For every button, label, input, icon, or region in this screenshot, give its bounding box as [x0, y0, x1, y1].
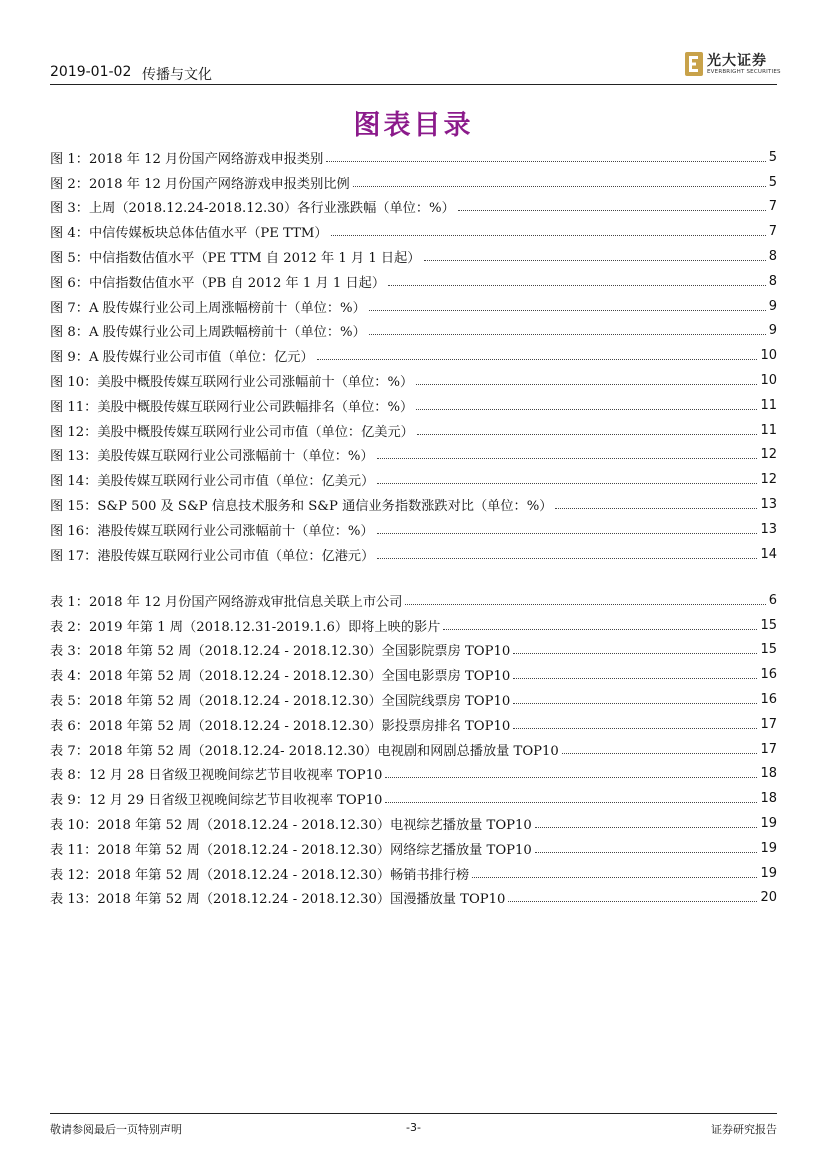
- figure-list: [50, 145, 777, 567]
- toc-entry[interactable]: [50, 542, 777, 567]
- toc-entry-page: 19: [760, 840, 777, 856]
- toc-entry-label: 表 8：12 月 28 日省级卫视晚间综艺节目收视率 TOP10: [50, 768, 383, 784]
- toc-entry-label: 表 11：2018 年第 52 周（2018.12.24 - 2018.12.30）网络综艺播放量 TOP10: [50, 842, 532, 858]
- toc-entry-label: 图 4：中信传媒板块总体估值水平（PE TTM）: [50, 226, 328, 242]
- toc-entry[interactable]: [50, 836, 777, 861]
- toc-entry[interactable]: [50, 517, 777, 542]
- toc-entry-page: 15: [760, 642, 777, 658]
- toc-entry-label: 图 15：S&P 500 及 S&P 信息技术服务和 S&P 通信业务指数涨跌对比（单位：%）: [50, 499, 553, 515]
- toc-leader-dots: [416, 409, 757, 410]
- toc-entry-label: 表 12：2018 年第 52 周（2018.12.24 - 2018.12.30）畅销书排行榜: [50, 867, 470, 883]
- toc-leader-dots: [513, 653, 757, 654]
- toc-entry[interactable]: [50, 861, 777, 886]
- toc-entry-label: 图 9：A 股传媒行业公司市值（单位：亿元）: [50, 350, 314, 366]
- toc-entry[interactable]: [50, 662, 777, 687]
- toc-leader-dots: [377, 558, 757, 559]
- toc-entry[interactable]: [50, 319, 777, 344]
- toc-leader-dots: [416, 384, 757, 385]
- toc-entry-label: 图 1：2018 年 12 月份国产网络游戏申报类别: [50, 151, 324, 167]
- toc-entry[interactable]: [50, 886, 777, 911]
- toc-entry-page: 10: [760, 373, 777, 389]
- toc-entry-page: 12: [760, 472, 777, 488]
- toc-entry-page: 12: [760, 447, 777, 463]
- toc-entry-page: 9: [768, 298, 777, 314]
- toc-entry-label: 表 1：2018 年 12 月份国产网络游戏审批信息关联上市公司: [50, 594, 403, 610]
- toc-entry-page: 13: [760, 521, 777, 537]
- toc-leader-dots: [377, 458, 758, 459]
- toc-leader-dots: [562, 753, 758, 754]
- toc-entry[interactable]: [50, 687, 777, 712]
- toc-entry-label: 表 7：2018 年第 52 周（2018.12.24- 2018.12.30）电视剧和网剧总播放量 TOP10: [50, 743, 559, 759]
- toc-entry-label: 图 5：中信指数估值水平（PE TTM 自 2012 年 1 月 1 日起）: [50, 251, 421, 267]
- toc-entry-label: 图 7：A 股传媒行业公司上周涨幅榜前十（单位：%）: [50, 300, 366, 316]
- logo-text-en: EVERBRIGHT SECURITIES: [707, 69, 781, 75]
- toc-entry-page: 6: [768, 592, 777, 608]
- toc-entry[interactable]: [50, 294, 777, 319]
- toc-leader-dots: [317, 359, 758, 360]
- toc-entry[interactable]: [50, 170, 777, 195]
- toc-leader-dots: [513, 703, 757, 704]
- footer-page-number: -3-: [406, 1121, 421, 1134]
- toc-entry[interactable]: [50, 368, 777, 393]
- page-title: 图表目录: [353, 110, 474, 141]
- toc-entry-page: 17: [760, 741, 777, 757]
- toc-leader-dots: [377, 533, 758, 534]
- page-footer: [50, 1113, 777, 1144]
- toc-entry-label: 表 3：2018 年第 52 周（2018.12.24 - 2018.12.30）全国影院票房 TOP10: [50, 644, 511, 660]
- toc-entry-label: 图 16：港股传媒互联网行业公司涨幅前十（单位：%）: [50, 523, 374, 539]
- toc-entry[interactable]: [50, 343, 777, 368]
- toc-entry[interactable]: [50, 219, 777, 244]
- logo-mark-icon: [685, 52, 703, 76]
- toc-entry[interactable]: [50, 613, 777, 638]
- toc-entry-page: 8: [768, 273, 777, 289]
- toc-entry-label: 表 2：2019 年第 1 周（2018.12.31-2019.1.6）即将上映的影片: [50, 619, 441, 635]
- toc-entry-label: 图 3：上周（2018.12.24-2018.12.30）各行业涨跌幅（单位：%）: [50, 201, 455, 217]
- page-header: [50, 53, 781, 85]
- toc-entry[interactable]: [50, 195, 777, 220]
- toc-entry-page: 19: [760, 816, 777, 832]
- toc-entry-label: 表 5：2018 年第 52 周（2018.12.24 - 2018.12.30）全国院线票房 TOP10: [50, 694, 511, 710]
- toc-entry[interactable]: [50, 762, 777, 787]
- toc-entry[interactable]: [50, 786, 777, 811]
- logo-text-cn: 光大证券: [707, 53, 767, 69]
- toc-leader-dots: [388, 285, 766, 286]
- toc-leader-dots: [472, 877, 757, 878]
- toc-leader-dots: [458, 210, 766, 211]
- toc-entry-label: 图 6：中信指数估值水平（PB 自 2012 年 1 月 1 日起）: [50, 275, 386, 291]
- toc-entry[interactable]: [50, 492, 777, 517]
- toc-entry-label: 图 12：美股中概股传媒互联网行业公司市值（单位：亿美元）: [50, 424, 414, 440]
- toc-entry-label: 表 9：12 月 29 日省级卫视晚间综艺节目收视率 TOP10: [50, 793, 383, 809]
- toc-entry[interactable]: [50, 737, 777, 762]
- toc-entry-label: 图 13：美股传媒互联网行业公司涨幅前十（单位：%）: [50, 449, 374, 465]
- toc-entry-page: 14: [760, 546, 777, 562]
- toc-leader-dots: [369, 310, 766, 311]
- toc-entry[interactable]: [50, 712, 777, 737]
- table-list: [50, 588, 777, 910]
- toc-entry[interactable]: [50, 393, 777, 418]
- toc-leader-dots: [535, 852, 758, 853]
- toc-entry-page: 5: [768, 149, 777, 165]
- toc-entry[interactable]: [50, 145, 777, 170]
- toc-leader-dots: [353, 186, 766, 187]
- toc-entry-page: 8: [768, 249, 777, 265]
- toc-leader-dots: [508, 901, 757, 902]
- footer-disclaimer: 敬请参阅最后一页特别声明: [50, 1123, 182, 1136]
- toc-entry-page: 16: [760, 667, 777, 683]
- toc-entry[interactable]: [50, 244, 777, 269]
- toc-leader-dots: [331, 235, 766, 236]
- toc-leader-dots: [385, 802, 757, 803]
- toc-leader-dots: [424, 260, 766, 261]
- toc-entry-label: 表 6：2018 年第 52 周（2018.12.24 - 2018.12.30）影投票房排名 TOP10: [50, 718, 511, 734]
- toc-entry-page: 17: [760, 716, 777, 732]
- toc-entry[interactable]: [50, 443, 777, 468]
- toc-entry-page: 18: [760, 766, 777, 782]
- toc-entry[interactable]: [50, 269, 777, 294]
- toc-entry-page: 5: [768, 174, 777, 190]
- toc-entry-page: 7: [768, 199, 777, 215]
- toc-entry-label: 图 10：美股中概股传媒互联网行业公司涨幅前十（单位：%）: [50, 375, 414, 391]
- toc-entry-label: 表 4：2018 年第 52 周（2018.12.24 - 2018.12.30）全国电影票房 TOP10: [50, 669, 511, 685]
- toc-entry[interactable]: [50, 467, 777, 492]
- toc-entry-label: 图 14：美股传媒互联网行业公司市值（单位：亿美元）: [50, 474, 375, 490]
- toc-leader-dots: [443, 629, 757, 630]
- toc-entry-label: 图 11：美股中概股传媒互联网行业公司跌幅排名（单位：%）: [50, 399, 414, 415]
- toc-entry-page: 11: [760, 422, 777, 438]
- toc-entry-page: 9: [768, 323, 777, 339]
- toc-entry-page: 19: [760, 865, 777, 881]
- toc-entry-label: 表 13：2018 年第 52 周（2018.12.24 - 2018.12.30）国漫播放量 TOP10: [50, 892, 506, 908]
- toc-leader-dots: [513, 678, 757, 679]
- toc-leader-dots: [369, 334, 766, 335]
- toc-entry-page: 18: [760, 791, 777, 807]
- toc-leader-dots: [513, 728, 757, 729]
- toc-leader-dots: [417, 434, 758, 435]
- footer-doc-type: 证券研究报告: [711, 1123, 777, 1136]
- toc-leader-dots: [535, 827, 758, 828]
- industry-name: 传播与文化: [142, 67, 212, 83]
- toc-entry[interactable]: [50, 638, 777, 663]
- toc-entry-page: 20: [760, 890, 777, 906]
- toc-entry-page: 10: [760, 348, 777, 364]
- toc-entry-label: 图 17：港股传媒互联网行业公司市值（单位：亿港元）: [50, 548, 375, 564]
- toc-leader-dots: [385, 777, 757, 778]
- toc-entry-label: 图 2：2018 年 12 月份国产网络游戏申报类别比例: [50, 176, 350, 192]
- toc-entry-page: 16: [760, 692, 777, 708]
- report-date: 2019-01-02: [50, 64, 132, 80]
- toc-entry-page: 15: [760, 617, 777, 633]
- toc-leader-dots: [405, 604, 765, 605]
- toc-entry-page: 11: [760, 397, 777, 413]
- toc-leader-dots: [326, 161, 765, 162]
- toc-entry-page: 13: [760, 497, 777, 513]
- toc-entry-label: 表 10：2018 年第 52 周（2018.12.24 - 2018.12.30）电视综艺播放量 TOP10: [50, 818, 532, 834]
- toc-entry[interactable]: [50, 588, 777, 613]
- toc-entry[interactable]: [50, 418, 777, 443]
- toc-entry-label: 图 8：A 股传媒行业公司上周跌幅榜前十（单位：%）: [50, 325, 366, 341]
- company-logo: [685, 50, 781, 80]
- toc-leader-dots: [377, 483, 757, 484]
- toc-entry-page: 7: [768, 224, 777, 240]
- toc-entry[interactable]: [50, 811, 777, 836]
- toc-leader-dots: [555, 508, 757, 509]
